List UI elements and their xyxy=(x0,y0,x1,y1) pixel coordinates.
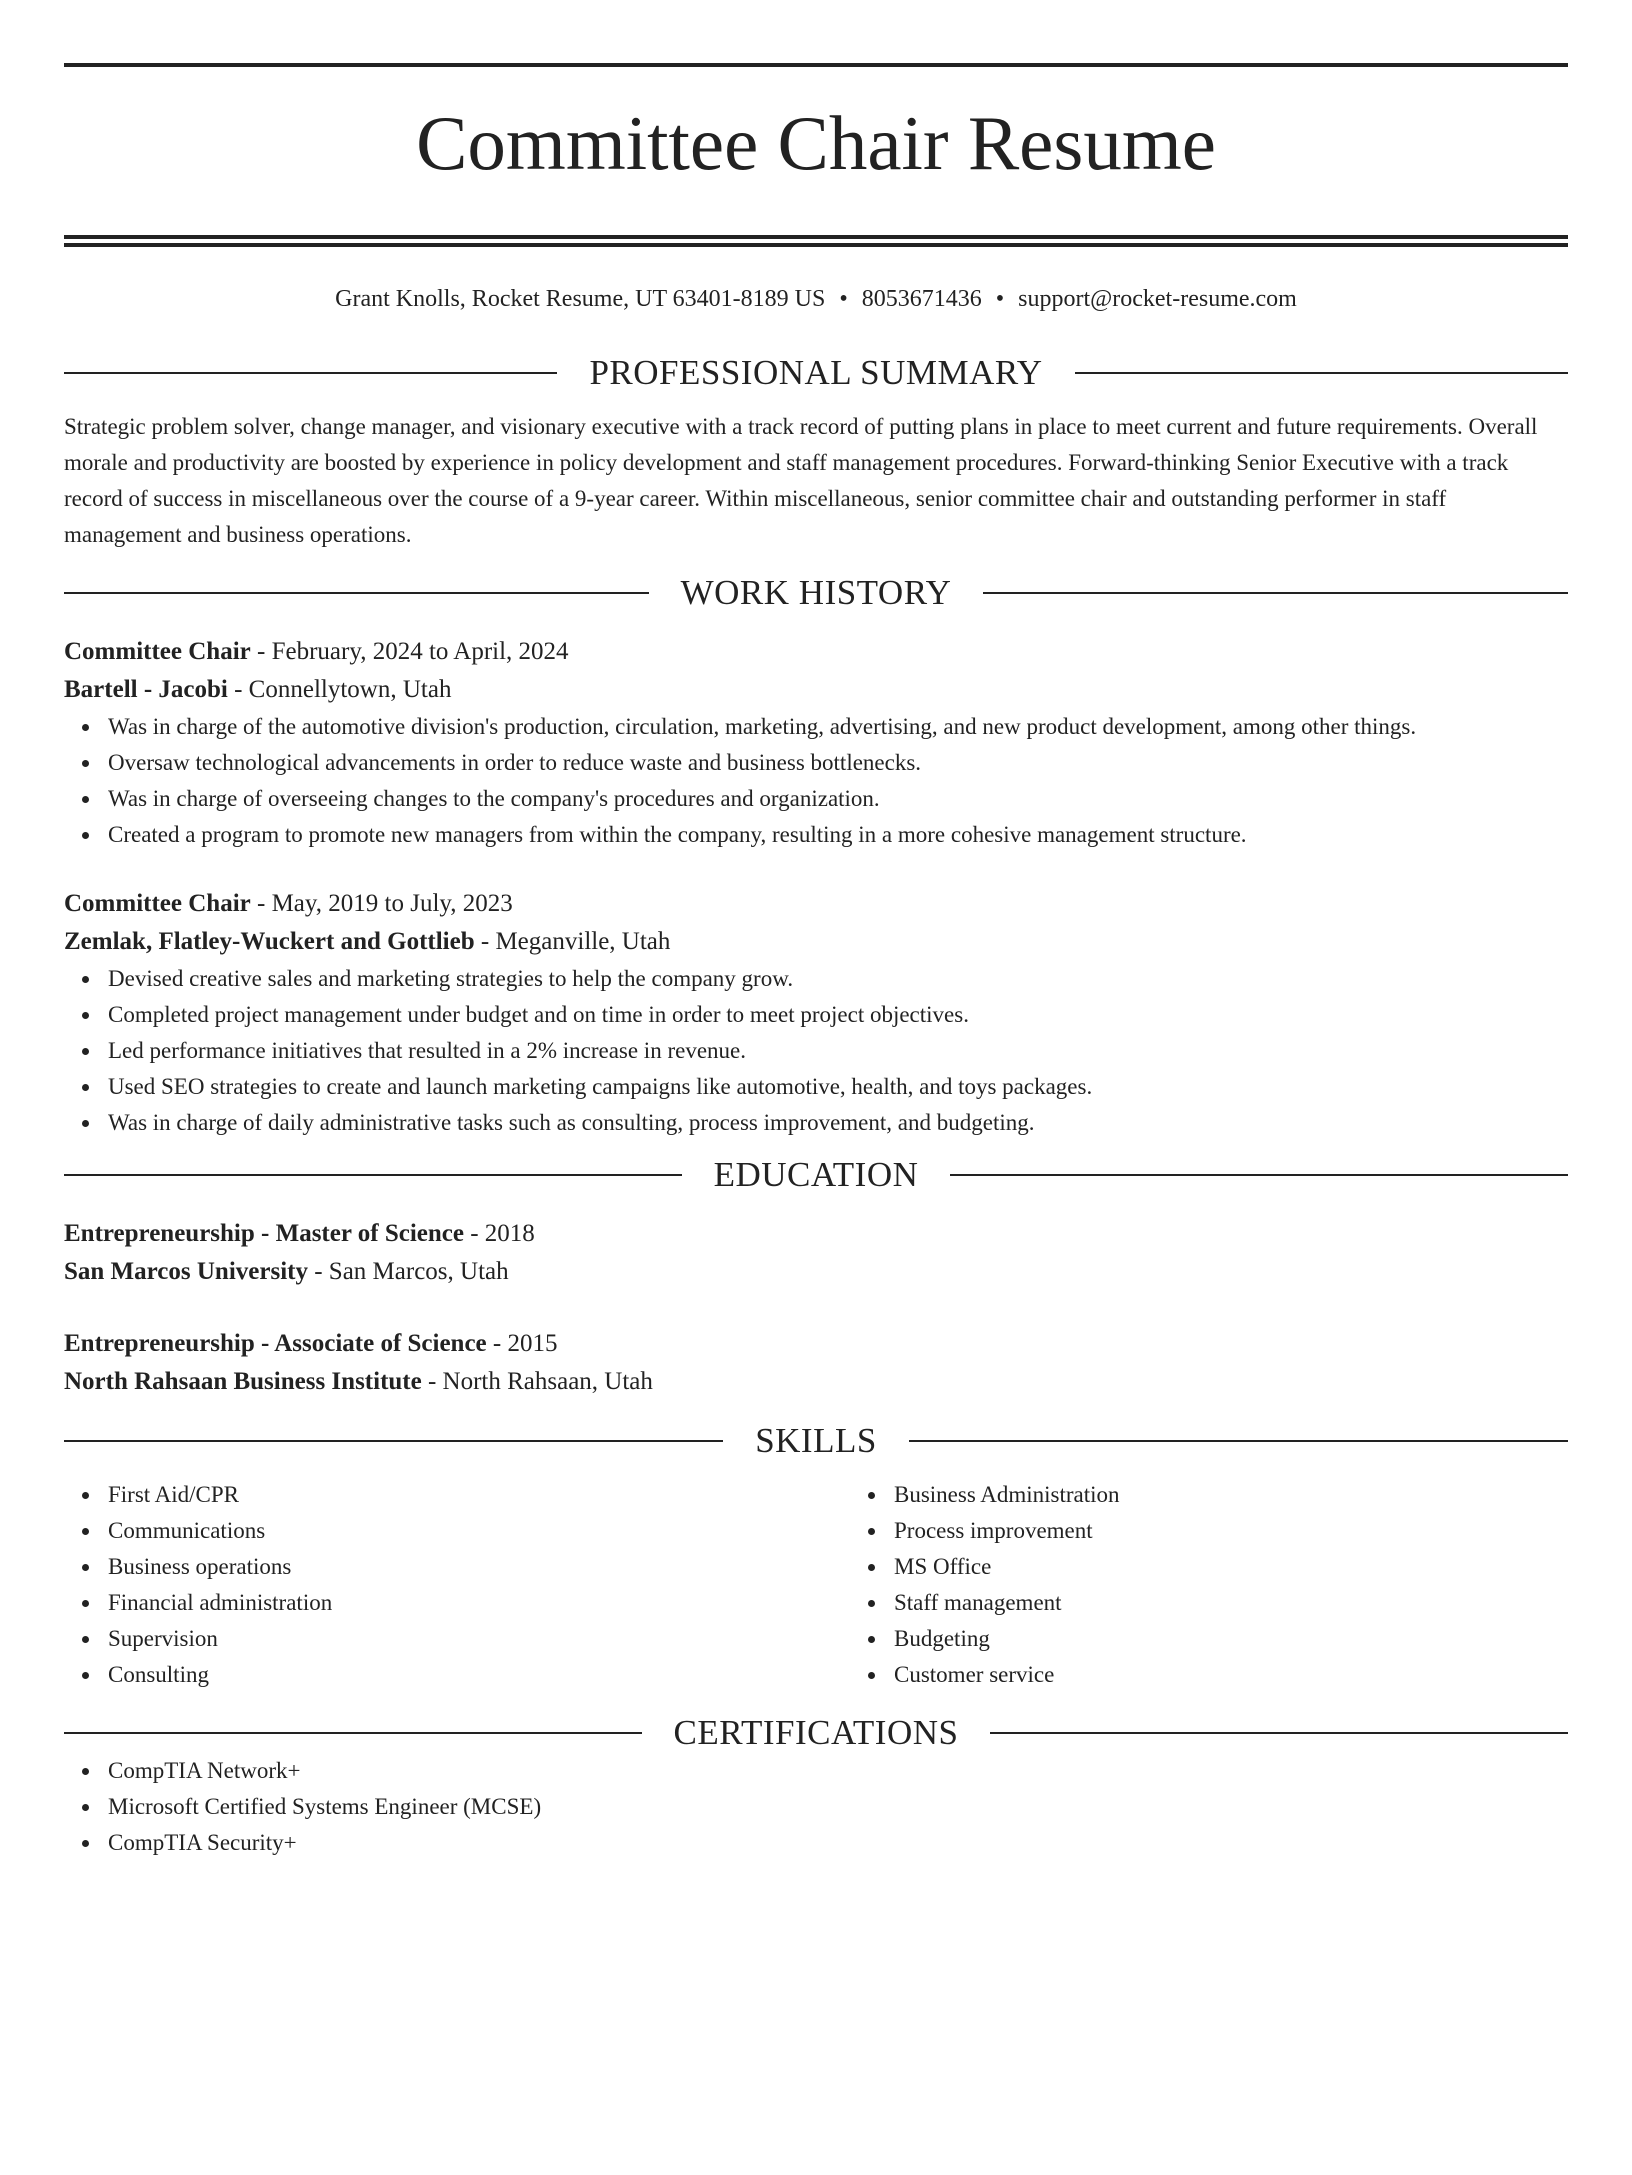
job-bullets xyxy=(64,709,1568,853)
certification-item: CompTIA Security+ xyxy=(108,1825,1568,1861)
section-rule xyxy=(64,592,649,594)
contact-email: support@rocket-resume.com xyxy=(1018,286,1297,312)
education-school: North Rahsaan Business Institute xyxy=(64,1368,422,1395)
section-rule xyxy=(64,1440,723,1442)
list-item: Was in charge of the automotive division's production, circulation, marketing, advertising, and new product development, among other things. xyxy=(108,709,1568,745)
contact-address: Grant Knolls, Rocket Resume, UT 63401-8189 US xyxy=(335,286,826,312)
list-item: Was in charge of daily administrative tasks such as consulting, process improvement, and budgeting. xyxy=(108,1105,1568,1141)
certification-item: Microsoft Certified Systems Engineer (MCSE) xyxy=(108,1789,1568,1825)
section-rule xyxy=(990,1732,1568,1734)
job-title: Committee Chair xyxy=(64,890,251,917)
list-item: Was in charge of overseeing changes to the company's procedures and organization. xyxy=(108,781,1568,817)
list-item: Used SEO strategies to create and launch marketing campaigns like automotive, health, and toys packages. xyxy=(108,1069,1568,1105)
section-rule xyxy=(983,592,1568,594)
education-year: - 2015 xyxy=(486,1330,558,1357)
contact-line xyxy=(64,283,1568,315)
section-header-skills xyxy=(64,1421,1568,1461)
title-rule-upper xyxy=(64,235,1568,239)
contact-separator: • xyxy=(995,286,1005,312)
section-rule xyxy=(64,372,557,374)
job-title-line xyxy=(64,633,1568,671)
skill-item: Customer service xyxy=(894,1657,1632,1693)
list-item: Devised creative sales and marketing strategies to help the company grow. xyxy=(108,961,1568,997)
skill-item: MS Office xyxy=(894,1549,1632,1585)
education-location: - North Rahsaan, Utah xyxy=(421,1368,653,1395)
skill-item: Consulting xyxy=(108,1657,850,1693)
skill-item: Business operations xyxy=(108,1549,850,1585)
list-item: Created a program to promote new managers from within the company, resulting in a more cohesive management structure. xyxy=(108,817,1568,853)
contact-phone: 8053671436 xyxy=(861,286,982,312)
section-header-summary xyxy=(64,353,1568,393)
section-header-certifications xyxy=(64,1713,1568,1753)
title-rule-lower xyxy=(64,243,1568,247)
skill-item: Communications xyxy=(108,1513,850,1549)
job-dates: - February, 2024 to April, 2024 xyxy=(250,638,569,665)
section-header-education xyxy=(64,1155,1568,1195)
section-rule xyxy=(64,1174,682,1176)
education-school-line xyxy=(64,1253,1568,1291)
section-header-work-history xyxy=(64,573,1568,613)
certifications-list xyxy=(64,1753,1568,1861)
resume-title: Committee Chair Resume xyxy=(416,100,1216,186)
skills-column-right xyxy=(850,1477,1632,1693)
section-title-summary: PROFESSIONAL SUMMARY xyxy=(589,353,1043,392)
job-title-line xyxy=(64,885,1568,923)
job-location: - Meganville, Utah xyxy=(474,928,671,955)
job-company-line xyxy=(64,923,1568,961)
list-item: Oversaw technological advancements in order to reduce waste and business bottlenecks. xyxy=(108,745,1568,781)
skill-item: Staff management xyxy=(894,1585,1632,1621)
skill-item: First Aid/CPR xyxy=(108,1477,850,1513)
job-bullets xyxy=(64,961,1568,1141)
resume-page xyxy=(0,63,1632,2175)
certification-item: CompTIA Network+ xyxy=(108,1753,1568,1789)
education-degree-line xyxy=(64,1325,1568,1363)
education-year: - 2018 xyxy=(463,1220,535,1247)
skill-item: Supervision xyxy=(108,1621,850,1657)
job-company-line xyxy=(64,671,1568,709)
section-title-education: EDUCATION xyxy=(713,1155,919,1194)
skill-item: Process improvement xyxy=(894,1513,1632,1549)
list-item: Led performance initiatives that resulted in a 2% increase in revenue. xyxy=(108,1033,1568,1069)
job-location: - Connellytown, Utah xyxy=(227,676,452,703)
section-rule xyxy=(909,1440,1568,1442)
education-degree: Entrepreneurship - Associate of Science xyxy=(64,1330,487,1357)
skills-column-left xyxy=(64,1477,850,1693)
summary-paragraph: Strategic problem solver, change manager, and visionary executive with a track record of putting plans in place to meet current and future requirements. Overall morale and productivity are boosted by experience in policy development and staff management procedures. Forward-thinking Senior Executive with a track record of success in miscellaneous over the course of a 9-year career. Within miscellaneous, senior committee chair and outstanding performer in staff management and business operations. xyxy=(64,414,1538,547)
section-title-work-history: WORK HISTORY xyxy=(680,573,952,612)
education-degree: Entrepreneurship - Master of Science xyxy=(64,1220,464,1247)
skill-item: Business Administration xyxy=(894,1477,1632,1513)
section-rule xyxy=(64,1732,642,1734)
section-title-skills: SKILLS xyxy=(755,1421,877,1460)
job-dates: - May, 2019 to July, 2023 xyxy=(250,890,513,917)
list-item: Completed project management under budget and on time in order to meet project objectives. xyxy=(108,997,1568,1033)
job-company: Bartell - Jacobi xyxy=(64,676,228,703)
section-rule xyxy=(1075,372,1568,374)
education-location: - San Marcos, Utah xyxy=(307,1258,509,1285)
job-company: Zemlak, Flatley-Wuckert and Gottlieb xyxy=(64,928,475,955)
section-title-certifications: CERTIFICATIONS xyxy=(673,1713,959,1752)
contact-separator: • xyxy=(839,286,848,312)
section-rule xyxy=(950,1174,1568,1176)
job-title: Committee Chair xyxy=(64,638,251,665)
skills-grid xyxy=(64,1477,1568,1693)
education-school-line xyxy=(64,1363,1568,1401)
education-degree-line xyxy=(64,1215,1568,1253)
skill-item: Budgeting xyxy=(894,1621,1632,1657)
skill-item: Financial administration xyxy=(108,1585,850,1621)
top-rule xyxy=(64,63,1568,67)
education-school: San Marcos University xyxy=(64,1258,308,1285)
